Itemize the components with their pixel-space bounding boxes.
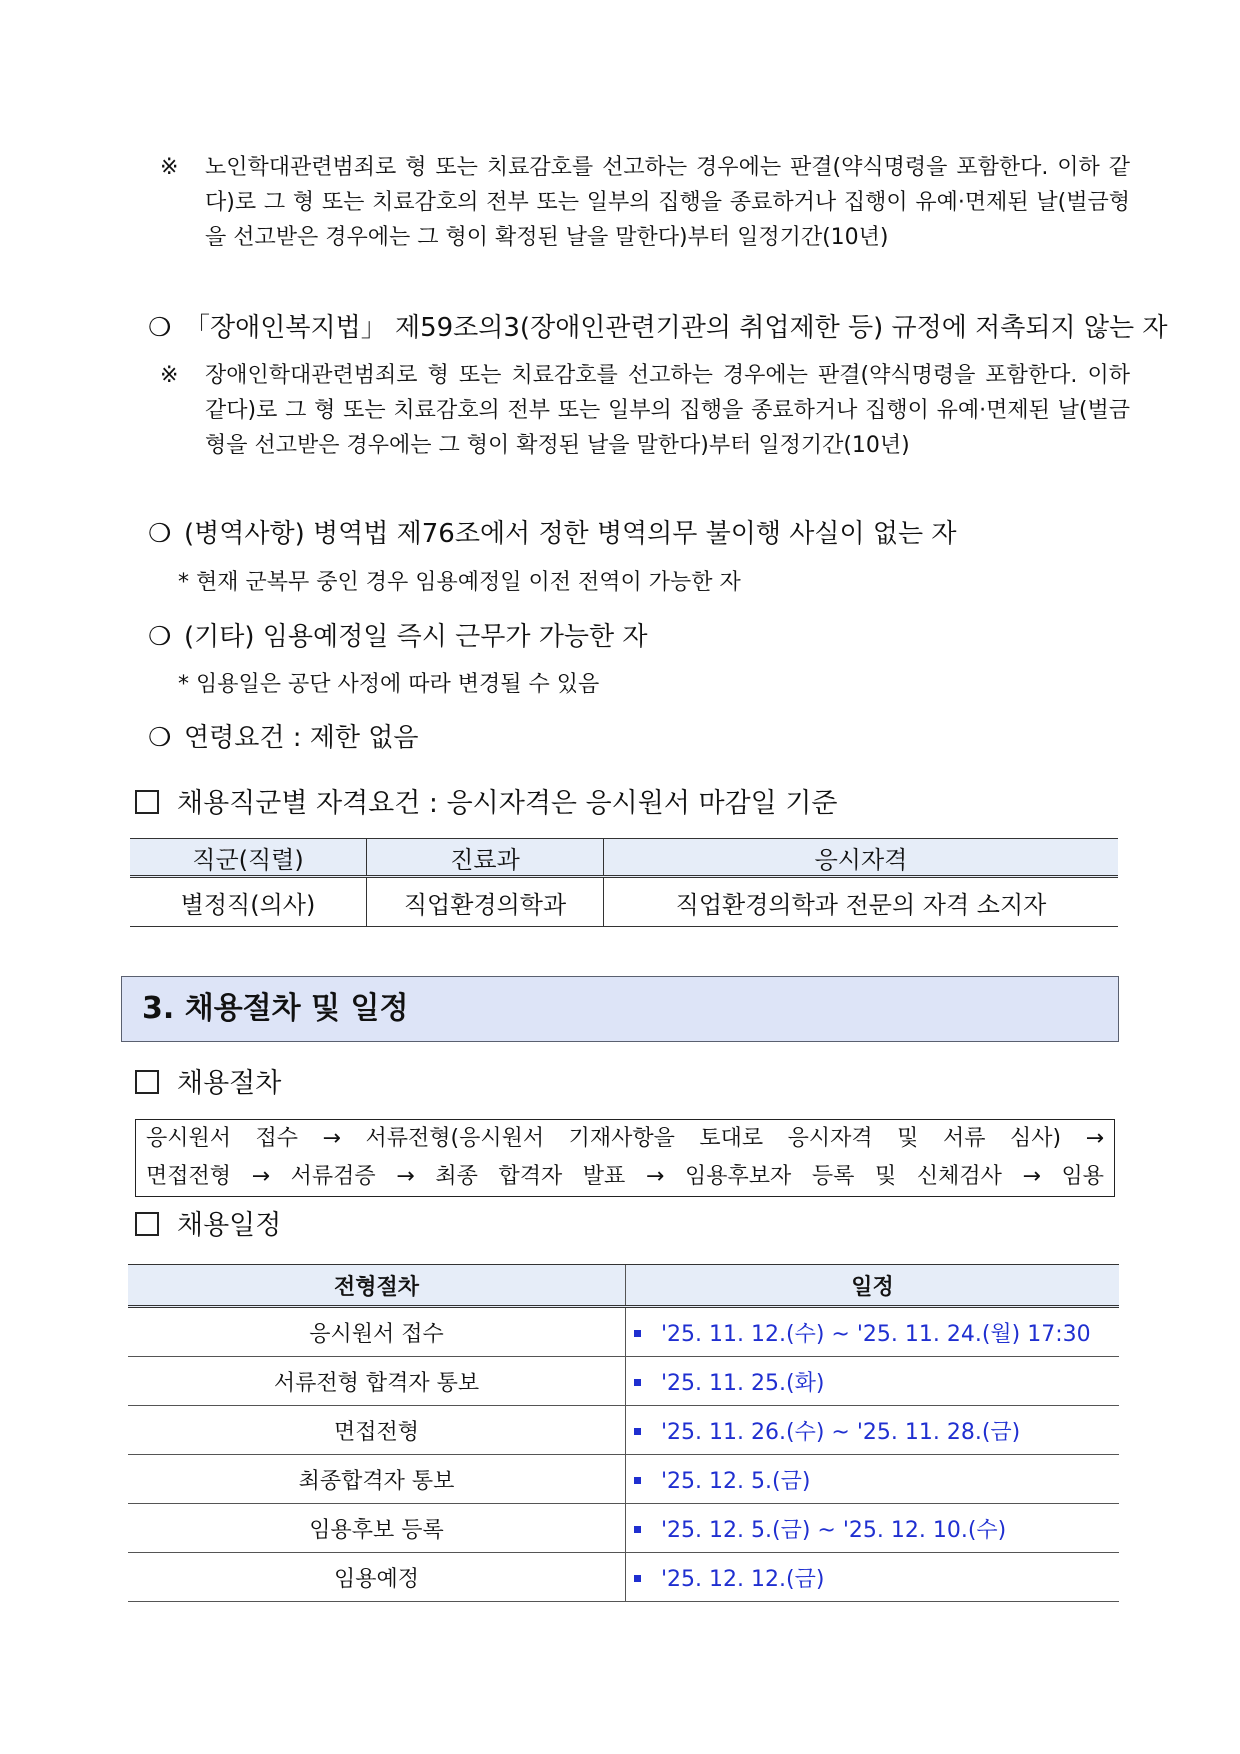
qualification-heading-text: 채용직군별 자격요건 : 응시자격은 응시원서 마감일 기준 <box>177 788 838 819</box>
qualification-table <box>130 838 1118 927</box>
date-text: '25. 12. 12.(금) <box>661 1566 825 1592</box>
table-row <box>128 1307 1119 1357</box>
cell-stage: 서류전형 합격자 통보 <box>128 1357 626 1406</box>
date-text: '25. 11. 26.(수) ~ '25. 11. 28.(금) <box>661 1419 1021 1445</box>
table-row <box>128 1406 1119 1455</box>
cell-stage: 임용예정 <box>128 1553 626 1602</box>
checkbox-square-icon <box>135 1212 159 1236</box>
schedule-heading-text: 채용일정 <box>177 1210 282 1241</box>
bullet-age <box>148 718 1138 758</box>
cell-date <box>626 1406 1120 1455</box>
cell-date <box>626 1307 1120 1357</box>
checkbox-square-icon <box>135 790 159 814</box>
note-elder-abuse-text: 노인학대관련범죄로 형 또는 치료감호를 선고하는 경우에는 판결(약식명령을 포함한다. 이하 같다)로 그 형 또는 치료감호의 전부 또는 일부의 집행을 종료하거나 집행이 유예·면제된 날(벌금형을 선고받은 경우에는 그 형이 확정된 날을 말한다)부터 일정기간(10년) <box>205 155 1130 250</box>
square-bullet-icon <box>634 1428 641 1435</box>
date-text: '25. 12. 5.(금) <box>661 1468 811 1494</box>
procedure-line-1: 응시원서 접수 → 서류전형(응시원서 기재사항을 토대로 응시자격 및 서류 심사) → <box>146 1126 1104 1151</box>
col-header-date: 일정 <box>626 1265 1120 1307</box>
cell-stage: 응시원서 접수 <box>128 1307 626 1357</box>
col-header-eligibility: 응시자격 <box>604 839 1119 877</box>
date-text: '25. 11. 25.(화) <box>661 1370 825 1396</box>
cell-date <box>626 1357 1120 1406</box>
schedule-heading <box>135 1205 281 1247</box>
cell-eligibility: 직업환경의학과 전문의 자격 소지자 <box>604 877 1119 927</box>
etc-subnote: * 임용일은 공단 사정에 따라 변경될 수 있음 <box>178 672 600 697</box>
bullet-military <box>148 514 1138 554</box>
bullet-military-text: (병역사항) 병역법 제76조에서 정한 병역의무 불이행 사실이 없는 자 <box>184 519 957 549</box>
date-text: '25. 12. 5.(금) ~ '25. 12. 10.(수) <box>661 1517 1007 1543</box>
bullet-age-text: 연령요건 : 제한 없음 <box>184 723 419 753</box>
table-row <box>128 1357 1119 1406</box>
procedure-heading <box>135 1063 281 1105</box>
date-text: '25. 11. 12.(수) ~ '25. 11. 24.(월) 17:30 <box>661 1321 1091 1347</box>
table-row <box>128 1455 1119 1504</box>
col-header-department: 진료과 <box>367 839 604 877</box>
note-disability-abuse-text: 장애인학대관련범죄로 형 또는 치료감호를 선고하는 경우에는 판결(약식명령을 포함한다. 이하 같다)로 그 형 또는 치료감호의 전부 또는 일부의 집행을 종료하거나 집행이 유예·면제된 날(벌금형을 선고받은 경우에는 그 형이 확정된 날을 말한다)부터 일정기간(10년) <box>205 363 1130 458</box>
col-header-job-group: 직군(직렬) <box>130 839 367 877</box>
circle-bullet-icon: ❍ <box>148 622 172 652</box>
note-disability-abuse <box>160 358 1130 463</box>
circle-bullet-icon: ❍ <box>148 313 172 343</box>
procedure-box <box>135 1119 1115 1197</box>
square-bullet-icon <box>634 1526 641 1533</box>
reference-mark: ※ <box>160 155 179 180</box>
circle-bullet-icon: ❍ <box>148 723 172 753</box>
qualification-heading <box>135 783 837 825</box>
schedule-table <box>128 1264 1119 1602</box>
cell-date <box>626 1504 1120 1553</box>
bullet-etc-text: (기타) 임용예정일 즉시 근무가 가능한 자 <box>184 622 648 652</box>
table-row <box>130 877 1118 927</box>
cell-stage: 면접전형 <box>128 1406 626 1455</box>
table-header-row <box>128 1265 1119 1307</box>
square-bullet-icon <box>634 1330 641 1337</box>
note-elder-abuse <box>160 150 1130 255</box>
bullet-disability-law <box>148 308 1168 348</box>
cell-date <box>626 1455 1120 1504</box>
table-row <box>128 1553 1119 1602</box>
table-header-row <box>130 839 1118 877</box>
bullet-etc <box>148 617 1138 657</box>
table-row <box>128 1504 1119 1553</box>
cell-job-group: 별정직(의사) <box>130 877 367 927</box>
cell-date <box>626 1553 1120 1602</box>
col-header-stage: 전형절차 <box>128 1265 626 1307</box>
bullet-disability-law-text: 「장애인복지법」 제59조의3(장애인관련기관의 취업제한 등) 규정에 저촉되지 않는 자 <box>184 313 1168 343</box>
square-bullet-icon <box>634 1575 641 1582</box>
reference-mark: ※ <box>160 363 179 388</box>
square-bullet-icon <box>634 1477 641 1484</box>
military-subnote: * 현재 군복무 중인 경우 임용예정일 이전 전역이 가능한 자 <box>178 570 741 595</box>
checkbox-square-icon <box>135 1070 159 1094</box>
cell-department: 직업환경의학과 <box>367 877 604 927</box>
cell-stage: 임용후보 등록 <box>128 1504 626 1553</box>
circle-bullet-icon: ❍ <box>148 519 172 549</box>
procedure-line-2: 면접전형 → 서류검증 → 최종 합격자 발표 → 임용후보자 등록 및 신체검사 → 임용 <box>146 1164 1104 1189</box>
cell-stage: 최종합격자 통보 <box>128 1455 626 1504</box>
square-bullet-icon <box>634 1379 641 1386</box>
section-3-header: 3. 채용절차 및 일정 <box>121 976 1119 1042</box>
procedure-heading-text: 채용절차 <box>177 1068 282 1099</box>
